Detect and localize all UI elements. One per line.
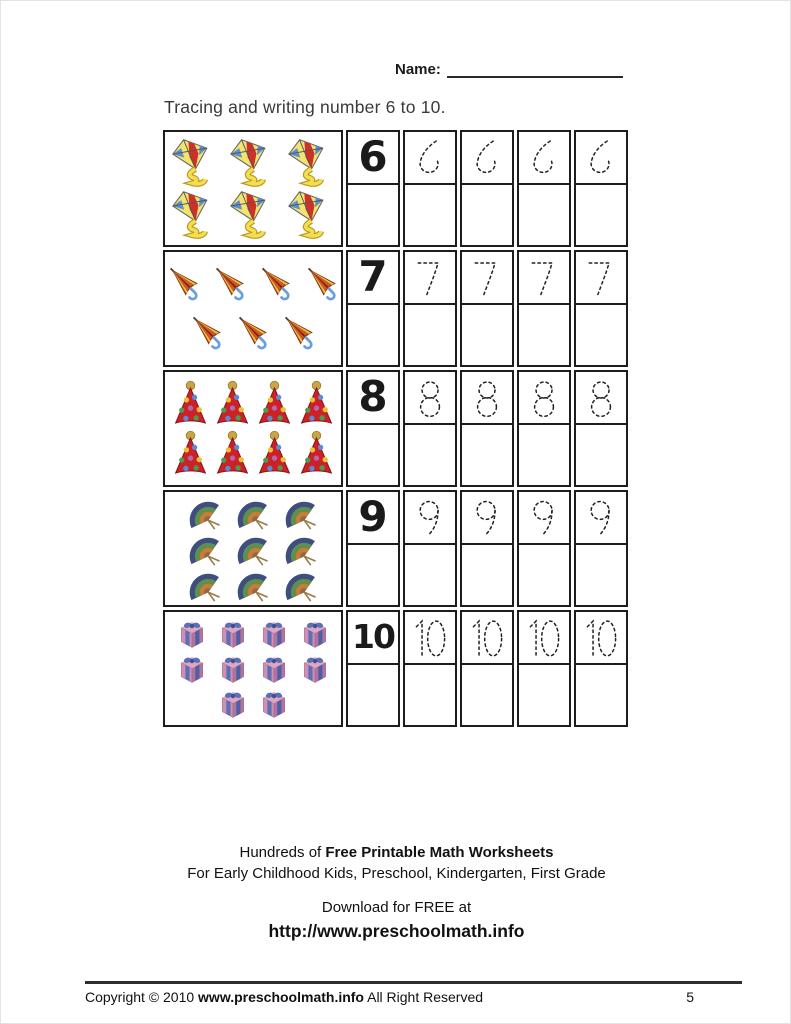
icon-row (168, 138, 339, 188)
fan-icon (182, 496, 228, 530)
trace-number-column (574, 610, 628, 727)
dotted-number (464, 614, 511, 662)
solid-number-column (346, 250, 400, 367)
trace-number-cell (462, 492, 512, 545)
trace-number-column (574, 490, 628, 607)
party-hat-icon (212, 430, 253, 478)
trace-number-cell (405, 132, 455, 185)
dotted-number (407, 614, 454, 662)
worksheet-row-9 (163, 490, 628, 607)
trace-number-cell (576, 612, 626, 665)
party-hat-icon (254, 380, 295, 428)
trace-number-column (403, 250, 457, 367)
present-icon (255, 617, 293, 650)
trace-number-cell (405, 612, 455, 665)
solid-number-cell (348, 132, 398, 185)
copyright-suffix: All Right Reserved (363, 989, 484, 1005)
writing-cell (405, 665, 455, 725)
trace-number-cell (519, 372, 569, 425)
trace-number-column (517, 130, 571, 247)
trace-number-cell (405, 492, 455, 545)
solid-number-column (346, 370, 400, 487)
solid-number-column (346, 610, 400, 727)
worksheet-row-6 (163, 130, 628, 247)
fan-icon (278, 568, 324, 602)
dotted-number (521, 614, 568, 662)
present-icon (214, 652, 252, 685)
trace-number-column (403, 490, 457, 607)
present-icon (173, 617, 211, 650)
name-header (395, 60, 623, 78)
writing-cell (405, 185, 455, 245)
copyright-prefix: Copyright © 2010 (85, 989, 199, 1005)
fan-icon (230, 532, 276, 566)
picture-cell-kites (163, 130, 343, 247)
dotted-number (521, 254, 568, 302)
trace-number-column (403, 610, 457, 727)
picture-cell-fans (163, 490, 343, 607)
dotted-number (578, 134, 625, 182)
trace-number-column (517, 370, 571, 487)
fan-icon (278, 496, 324, 530)
trace-number-cell (405, 252, 455, 305)
icon-row (170, 430, 337, 478)
present-icon (255, 687, 293, 720)
dotted-number (464, 374, 511, 422)
trace-number-cell (576, 252, 626, 305)
trace-number-column (403, 130, 457, 247)
writing-cell (519, 545, 569, 605)
solid-number-cell (348, 492, 398, 545)
trace-number-column (517, 490, 571, 607)
icon-row (182, 496, 324, 530)
dotted-number (464, 494, 511, 542)
worksheet-row-8 (163, 370, 628, 487)
umbrella-icon (231, 310, 276, 357)
writing-cell (519, 305, 569, 365)
present-icon (255, 652, 293, 685)
promo-line1-bold: Free Printable Math Worksheets (325, 844, 554, 861)
writing-cell (519, 185, 569, 245)
icon-row (168, 190, 339, 240)
writing-cell (405, 305, 455, 365)
trace-number-column (574, 130, 628, 247)
party-hat-icon (254, 430, 295, 478)
dotted-number (464, 134, 511, 182)
party-hat-icon (170, 430, 211, 478)
page-number: 5 (686, 989, 694, 1005)
writing-cell (576, 545, 626, 605)
promo-line1-prefix: Hundreds of (239, 844, 326, 861)
worksheet-row-7 (163, 250, 628, 367)
dotted-number (407, 134, 454, 182)
trace-number-cell (462, 132, 512, 185)
solid-number-cell (348, 612, 398, 665)
present-icon (173, 652, 211, 685)
icon-row (173, 617, 334, 650)
trace-number-column (460, 610, 514, 727)
umbrella-icon (254, 261, 299, 308)
promo-footer (163, 843, 630, 943)
fan-icon (278, 532, 324, 566)
writing-cell (405, 545, 455, 605)
solid-number-cell (348, 252, 398, 305)
name-label: Name: (395, 61, 441, 78)
trace-number-column (460, 250, 514, 367)
party-hat-icon (296, 430, 337, 478)
umbrella-icon (277, 310, 322, 357)
icon-row (182, 568, 324, 602)
dotted-number (578, 494, 625, 542)
kite-icon (168, 190, 223, 240)
writing-cell (348, 545, 398, 605)
trace-number-cell (576, 132, 626, 185)
writing-cell (462, 545, 512, 605)
trace-number-column (574, 250, 628, 367)
trace-number-cell (462, 372, 512, 425)
writing-cell (462, 425, 512, 485)
dotted-number (407, 254, 454, 302)
umbrella-icon (208, 261, 253, 308)
writing-cell (405, 425, 455, 485)
copyright-bar (85, 981, 742, 1005)
writing-cell (576, 305, 626, 365)
trace-number-column (517, 610, 571, 727)
umbrella-icon (300, 261, 345, 308)
trace-number-cell (576, 492, 626, 545)
picture-cell-umbrellas (163, 250, 343, 367)
present-icon (296, 652, 334, 685)
solid-number: 6 (358, 132, 388, 181)
trace-number-column (574, 370, 628, 487)
writing-cell (462, 305, 512, 365)
icon-row (214, 687, 293, 720)
picture-cell-party-hats (163, 370, 343, 487)
dotted-number (578, 614, 625, 662)
tracing-table (163, 130, 628, 727)
party-hat-icon (170, 380, 211, 428)
name-blank-line (447, 60, 623, 78)
party-hat-icon (296, 380, 337, 428)
solid-number: 9 (358, 492, 388, 541)
page-title: Tracing and writing number 6 to 10. (164, 97, 446, 117)
writing-cell (462, 185, 512, 245)
dotted-number (407, 374, 454, 422)
trace-number-column (460, 490, 514, 607)
copyright-site: www.preschoolmath.info (198, 989, 364, 1005)
writing-cell (348, 665, 398, 725)
site-url: http://www.preschoolmath.info (268, 921, 525, 942)
fan-icon (182, 532, 228, 566)
writing-cell (519, 665, 569, 725)
trace-number-column (403, 370, 457, 487)
umbrella-icon (185, 310, 230, 357)
writing-cell (348, 185, 398, 245)
fan-icon (182, 568, 228, 602)
solid-number-column (346, 490, 400, 607)
writing-cell (348, 305, 398, 365)
present-icon (214, 687, 252, 720)
dotted-number (578, 374, 625, 422)
writing-cell (576, 665, 626, 725)
trace-number-cell (519, 612, 569, 665)
copyright-text (85, 989, 483, 1005)
trace-number-column (517, 250, 571, 367)
kite-icon (226, 190, 281, 240)
picture-cell-presents (163, 610, 343, 727)
icon-row (182, 532, 324, 566)
dotted-number (521, 134, 568, 182)
icon-row (173, 652, 334, 685)
writing-cell (462, 665, 512, 725)
dotted-number (578, 254, 625, 302)
icon-row (185, 310, 322, 357)
present-icon (214, 617, 252, 650)
dotted-number (521, 374, 568, 422)
writing-cell (576, 185, 626, 245)
kite-icon (168, 138, 223, 188)
solid-number-column (346, 130, 400, 247)
dotted-number (521, 494, 568, 542)
solid-number: 7 (358, 252, 388, 301)
trace-number-column (460, 370, 514, 487)
umbrella-icon (162, 261, 207, 308)
party-hat-icon (212, 380, 253, 428)
trace-number-cell (519, 252, 569, 305)
fan-icon (230, 496, 276, 530)
trace-number-cell (576, 372, 626, 425)
writing-cell (519, 425, 569, 485)
kite-icon (284, 138, 339, 188)
kite-icon (226, 138, 281, 188)
trace-number-cell (519, 132, 569, 185)
fan-icon (230, 568, 276, 602)
solid-number-cell (348, 372, 398, 425)
trace-number-cell (405, 372, 455, 425)
solid-number: 10 (352, 617, 394, 656)
worksheet-row-10 (163, 610, 628, 727)
download-line: Download for FREE at (321, 899, 472, 917)
writing-cell (576, 425, 626, 485)
promo-line-2: For Early Childhood Kids, Preschool, Kindergarten, First Grade (187, 864, 606, 882)
icon-row (162, 261, 345, 308)
icon-row (170, 380, 337, 428)
present-icon (296, 617, 334, 650)
promo-line-1 (163, 843, 630, 864)
kite-icon (284, 190, 339, 240)
writing-cell (348, 425, 398, 485)
trace-number-cell (462, 612, 512, 665)
dotted-number (407, 494, 454, 542)
trace-number-cell (519, 492, 569, 545)
solid-number: 8 (358, 372, 388, 421)
dotted-number (464, 254, 511, 302)
trace-number-cell (462, 252, 512, 305)
trace-number-column (460, 130, 514, 247)
